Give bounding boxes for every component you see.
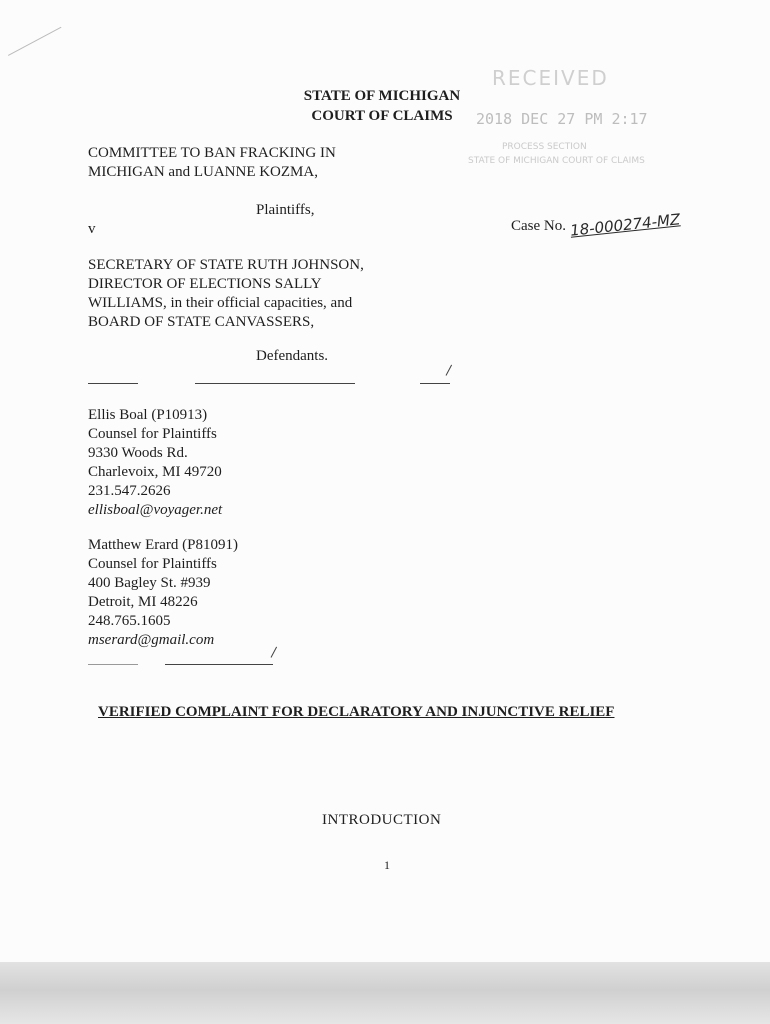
plaintiffs-line-2: MICHIGAN and LUANNE KOZMA, <box>88 164 318 180</box>
corner-mark <box>8 27 68 68</box>
case-label: Case No. <box>511 218 566 234</box>
section-heading: INTRODUCTION <box>322 812 442 828</box>
caption-rule-2 <box>195 383 355 384</box>
counsel-1-email: ellisboal@voyager.net <box>88 502 223 518</box>
counsel-2-phone: 248.765.1605 <box>88 613 171 629</box>
court-state: STATE OF MICHIGAN <box>303 88 461 104</box>
case-number <box>511 210 681 240</box>
defendants-block <box>88 256 364 332</box>
counsel-1-role: Counsel for Plaintiffs <box>88 426 217 442</box>
scan-footer-shade <box>0 962 770 1024</box>
plaintiffs-line-1: COMMITTEE TO BAN FRACKING IN <box>88 145 336 161</box>
defendants-line-1: SECRETARY OF STATE RUTH JOHNSON, <box>88 257 364 273</box>
page-number: 1 <box>384 858 390 872</box>
counsel-rule-2 <box>165 664 273 665</box>
counsel-2-role: Counsel for Plaintiffs <box>88 556 217 572</box>
plaintiffs-block <box>88 144 336 182</box>
counsel-1-city: Charlevoix, MI 49720 <box>88 464 222 480</box>
counsel-1-street: 9330 Woods Rd. <box>88 445 188 461</box>
counsel-1-block <box>88 406 222 520</box>
stamp-line-4: STATE OF MICHIGAN COURT OF CLAIMS <box>468 156 645 166</box>
counsel-1-name: Ellis Boal (P10913) <box>88 407 208 423</box>
defendants-line-2: DIRECTOR OF ELECTIONS SALLY <box>88 276 322 292</box>
caption-rule-1 <box>88 383 138 384</box>
document-title: VERIFIED COMPLAINT FOR DECLARATORY AND INJUNCTIVE RELIEF <box>98 704 615 720</box>
caption-rule-slash <box>446 365 453 376</box>
received-stamp: RECEIVED <box>492 66 609 90</box>
versus: v <box>88 221 96 237</box>
counsel-2-name: Matthew Erard (P81091) <box>88 537 238 553</box>
counsel-1-phone: 231.547.2626 <box>88 483 171 499</box>
court-name: COURT OF CLAIMS <box>311 108 453 124</box>
counsel-2-city: Detroit, MI 48226 <box>88 594 198 610</box>
defendants-role: Defendants. <box>256 348 329 364</box>
defendants-line-3: WILLIAMS, in their official capacities, and <box>88 295 353 311</box>
caption-rule-3 <box>420 383 450 384</box>
stamp-line-3: PROCESS SECTION <box>502 142 587 152</box>
case-number-value: 18-000274-MZ <box>569 210 681 240</box>
counsel-rule-slash <box>271 647 278 658</box>
defendants-line-4: BOARD OF STATE CANVASSERS, <box>88 314 315 330</box>
counsel-2-block <box>88 536 238 650</box>
plaintiffs-role: Plaintiffs, <box>256 202 315 218</box>
received-datetime: 2018 DEC 27 PM 2:17 <box>476 110 648 128</box>
counsel-2-street: 400 Bagley St. #939 <box>88 575 211 591</box>
counsel-2-email: mserard@gmail.com <box>88 632 215 648</box>
counsel-rule-1 <box>88 664 138 665</box>
